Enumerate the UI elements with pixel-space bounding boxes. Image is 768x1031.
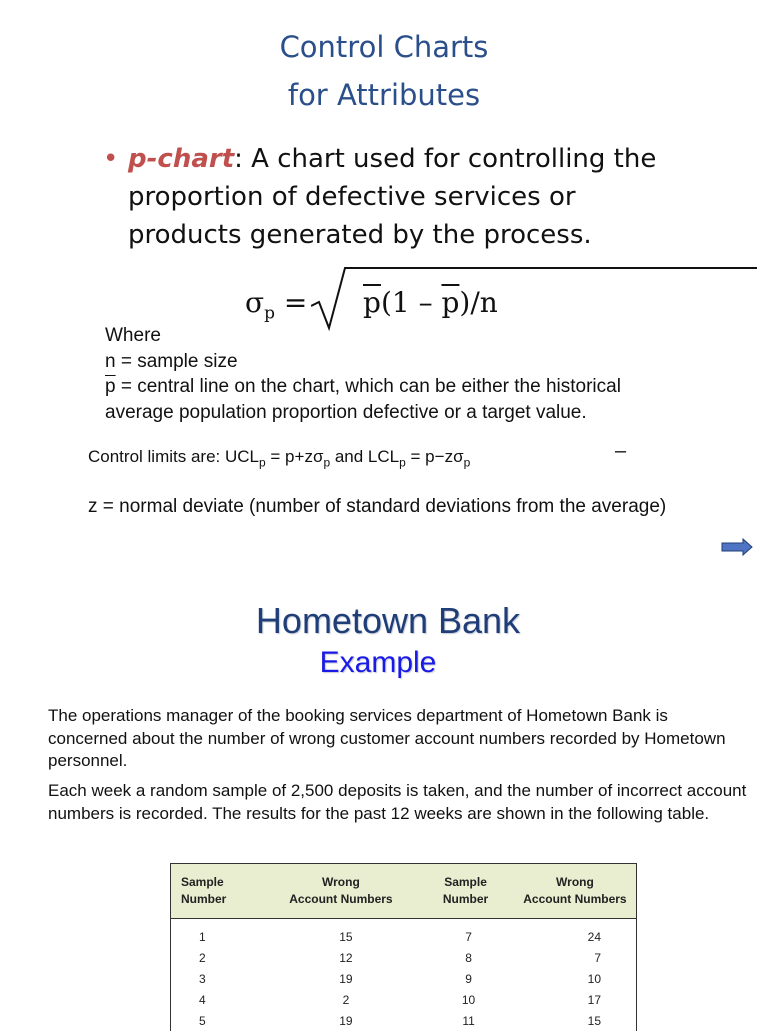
- lcl-equation: = p−zσ: [405, 447, 464, 466]
- table-cell: 19: [339, 1013, 353, 1028]
- table-cell: 5: [199, 1013, 206, 1028]
- ucl-subscript: p: [259, 455, 266, 470]
- slide-subtitle: Example: [319, 646, 437, 679]
- table-row: [171, 1010, 637, 1031]
- formula-end: )/n: [459, 286, 498, 319]
- slide-title: Hometown Bank: [255, 600, 521, 641]
- table-cell: 19: [339, 971, 353, 986]
- table-cell: 7: [594, 950, 601, 965]
- formula-rhs: [363, 286, 498, 319]
- intro-paragraph: The operations manager of the booking services department of Hometown Bank is concerned about the number of wrong customer account numbers recorded by Hometown personnel.: [48, 706, 726, 770]
- sigma-symbol: σ: [245, 286, 265, 319]
- column-header-line1: Wrong: [556, 875, 594, 889]
- control-limits: [88, 447, 470, 469]
- formula-middle: (1 –: [380, 286, 442, 319]
- p-chart-bullet: [103, 140, 723, 254]
- where-definitions: [105, 323, 745, 425]
- sampling-paragraph: Each week a random sample of 2,500 deposits is taken, and the number of incorrect account numbers is recorded. The results for the past 12 weeks are shown in the following table.: [48, 781, 747, 823]
- pbar-symbol: $\overline{p}$: [105, 376, 116, 397]
- table-row: [171, 989, 637, 1010]
- right-arrow-icon[interactable]: [721, 537, 753, 557]
- table-row: [171, 919, 637, 948]
- bullet-dot-icon: •: [103, 144, 119, 174]
- column-header-line2: Number: [442, 892, 489, 906]
- p-chart-term-text: p-chart: [128, 144, 235, 174]
- pbar-definition: [105, 374, 745, 400]
- formula-lhs: [245, 286, 307, 324]
- slide-hometown-bank: [0, 575, 768, 1028]
- column-header: [417, 864, 514, 919]
- column-header-line2: Account Numbers: [523, 892, 627, 906]
- slide-title-line2: for Attributes: [287, 78, 481, 112]
- ucl-sigma-subscript: p: [323, 455, 331, 470]
- table-row: [171, 968, 637, 989]
- table-cell: 1: [199, 929, 206, 944]
- limits-and: and LCL: [330, 447, 400, 466]
- table-cell: 10: [587, 971, 601, 986]
- table-header-row: [171, 864, 637, 919]
- column-header-line2: Account Numbers: [289, 892, 393, 906]
- bullet-colon: :: [234, 144, 243, 174]
- lcl-sigma-subscript: p: [463, 455, 471, 470]
- bullet-line3: products generated by the process.: [128, 220, 592, 250]
- column-header-line2: Number: [181, 892, 227, 906]
- table-cell: 24: [587, 929, 601, 944]
- pbar-symbol: $\overline{p}$: [363, 286, 381, 319]
- pbar-definition-line2: average population proportion defective or a target value.: [105, 401, 587, 423]
- table-cell: 11: [462, 1013, 475, 1028]
- lcl-subscript: p: [399, 455, 406, 470]
- n-definition: n = sample size: [105, 350, 238, 372]
- ucl-equation: = p+zσ: [265, 447, 324, 466]
- sigma-subscript: p: [264, 303, 276, 324]
- table-cell: 3: [199, 971, 206, 986]
- table-cell: 15: [587, 1013, 601, 1028]
- slide-title-line1: Control Charts: [279, 30, 489, 64]
- z-definition: z = normal deviate (number of standard deviations from the average): [88, 496, 667, 517]
- bullet-text: [128, 140, 723, 254]
- table-cell: 2: [342, 992, 350, 1007]
- table-cell: 8: [465, 950, 472, 965]
- bullet-line2: proportion of defective services or: [128, 182, 576, 212]
- where-heading: Where: [105, 325, 161, 346]
- table-cell: 2: [199, 950, 206, 965]
- wrong-account-numbers-table: [170, 863, 637, 1031]
- column-header: [514, 864, 637, 919]
- p-chart-term: [128, 144, 234, 174]
- column-header-line1: Sample: [181, 875, 224, 889]
- column-header: [171, 864, 265, 919]
- column-header: [265, 864, 418, 919]
- table-row: [171, 947, 637, 968]
- table-cell: 15: [339, 929, 353, 944]
- bullet-line1: A chart used for controlling the: [242, 144, 657, 174]
- pbar-symbol: $\overline{p}$: [441, 286, 460, 319]
- pbar-definition-line1: = central line on the chart, which can be either the historical: [115, 376, 621, 397]
- column-header-line1: Sample: [444, 875, 487, 889]
- table-cell: 9: [465, 971, 472, 986]
- table-cell: 7: [465, 929, 472, 944]
- table-cell: 10: [461, 992, 476, 1007]
- limits-prefix: Control limits are: UCL: [88, 447, 259, 466]
- stray-overbar: –: [615, 440, 627, 462]
- column-header-line1: Wrong: [322, 875, 360, 889]
- table-cell: 17: [587, 992, 601, 1007]
- formula-equals: =: [275, 286, 308, 319]
- table-cell: 4: [199, 992, 206, 1007]
- table-cell: 12: [339, 950, 353, 965]
